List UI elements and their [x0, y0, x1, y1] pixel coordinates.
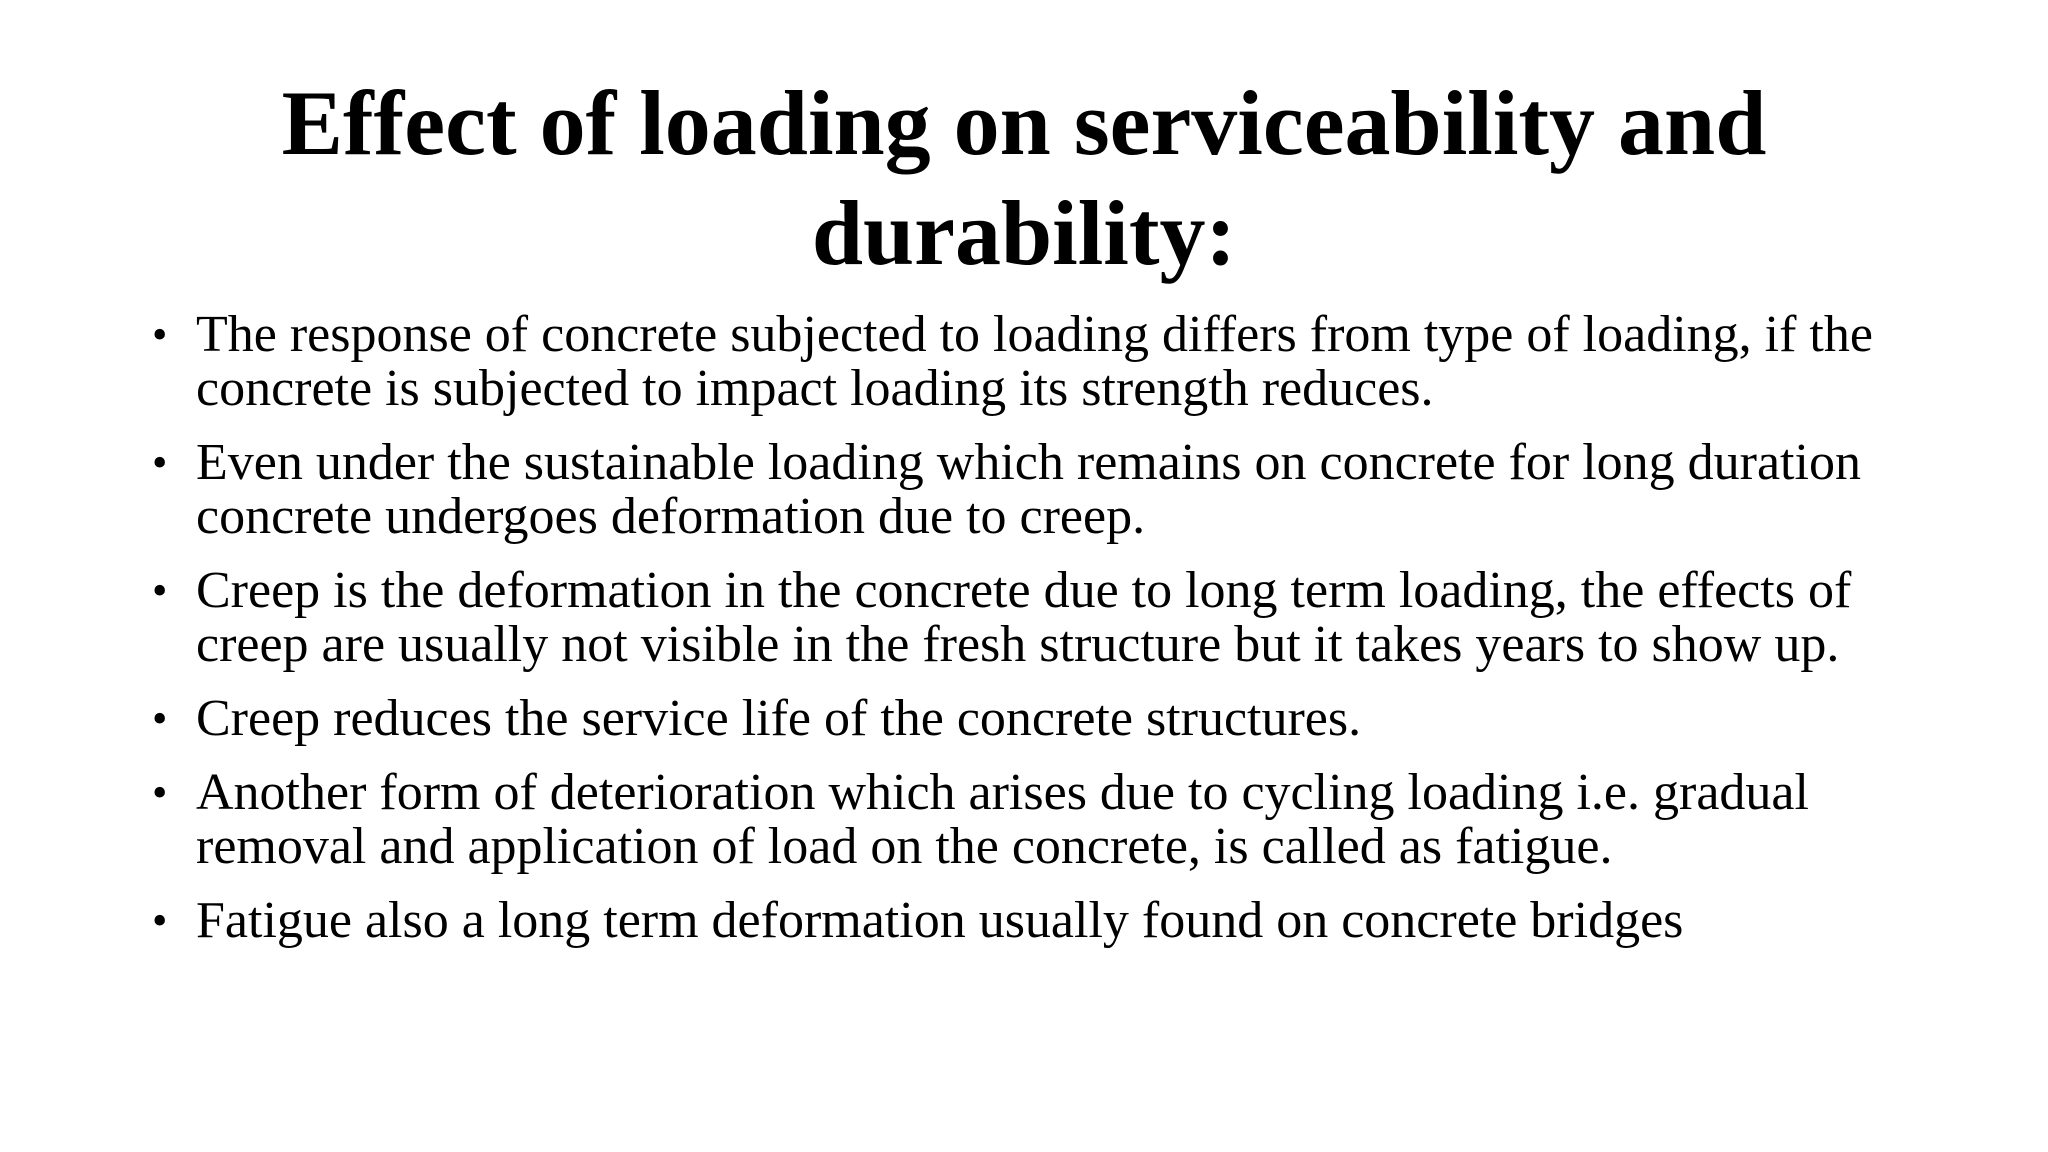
bullet-text: Creep is the deformation in the concrete due to long term loading, the effects of creep are usually not visible in the fresh structure but it takes years to show up.	[196, 562, 1852, 673]
bullet-text: Another form of deterioration which arises due to cycling loading i.e. gradual removal and application of load on the concrete, is called as fatigue.	[196, 764, 1809, 875]
bullet-item	[152, 766, 1912, 874]
bullet-icon: •	[152, 310, 168, 359]
slide-title: Effect of loading on serviceability and durability:	[281, 72, 1767, 284]
bullet-icon: •	[152, 438, 168, 487]
bullet-icon: •	[152, 566, 168, 615]
bullet-item	[152, 308, 1912, 416]
bullet-item	[152, 564, 1912, 672]
bullet-item	[152, 894, 1912, 948]
bullet-list	[152, 308, 1912, 968]
bullet-text: Creep reduces the service life of the concrete structures.	[196, 690, 1362, 747]
bullet-icon: •	[152, 768, 168, 817]
bullet-text: The response of concrete subjected to loading differs from type of loading, if the concrete is subjected to impact loading its strength reduces.	[196, 306, 1873, 417]
bullet-icon: •	[152, 896, 168, 945]
bullet-item	[152, 436, 1912, 544]
bullet-item	[152, 692, 1912, 746]
bullet-text: Fatigue also a long term deformation usually found on concrete bridges	[196, 892, 1684, 949]
bullet-text: Even under the sustainable loading which remains on concrete for long duration concrete undergoes deformation due to creep.	[196, 434, 1861, 545]
bullet-icon: •	[152, 694, 168, 743]
